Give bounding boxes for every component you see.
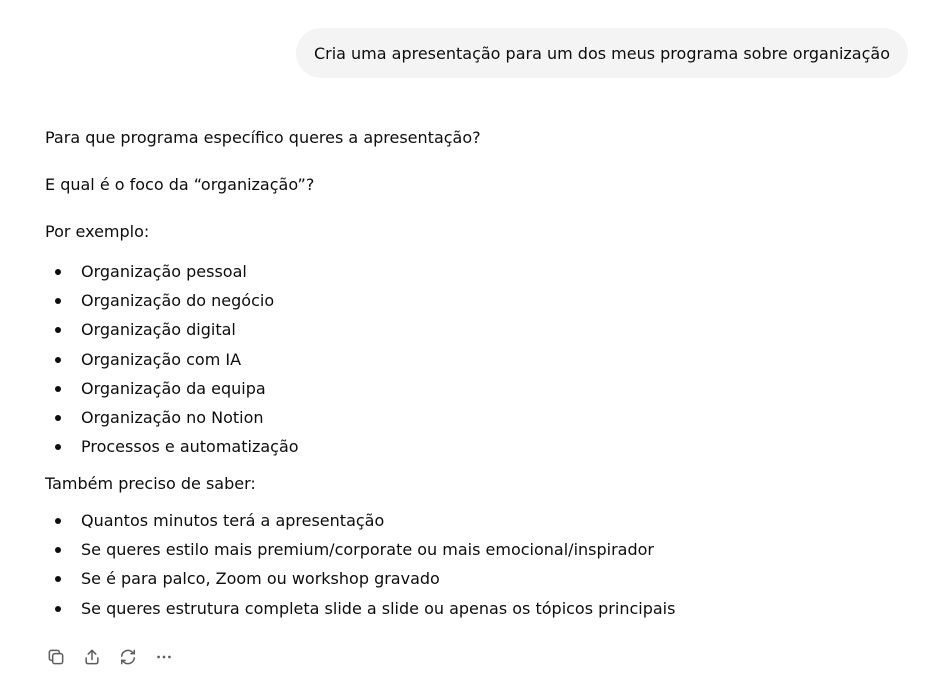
- list-item: Organização no Notion: [45, 403, 905, 432]
- regenerate-icon: [118, 647, 138, 667]
- list-item: Organização do negócio: [45, 286, 905, 315]
- share-button[interactable]: [80, 645, 104, 669]
- share-icon: [82, 647, 102, 667]
- list-item: Organização pessoal: [45, 257, 905, 286]
- more-icon: [154, 647, 174, 667]
- list-item: Organização com IA: [45, 345, 905, 374]
- list-item: Organização digital: [45, 316, 905, 345]
- needs-list: [45, 506, 905, 623]
- copy-button[interactable]: [44, 645, 68, 669]
- examples-intro: Por exemplo:: [45, 222, 150, 241]
- list-item: Processos e automatização: [45, 433, 905, 462]
- needs-intro: Também preciso de saber:: [45, 474, 256, 494]
- list-item: Se é para palco, Zoom ou workshop gravado: [45, 565, 905, 594]
- user-message-bubble: [296, 28, 908, 78]
- list-item: Organização da equipa: [45, 374, 905, 403]
- copy-icon: [46, 647, 66, 667]
- assistant-question-focus: E qual é o foco da “organização”?: [45, 175, 315, 194]
- assistant-message: [45, 126, 905, 623]
- message-actions: [44, 645, 176, 669]
- examples-list: [45, 257, 905, 462]
- assistant-question-program: Para que programa específico queres a apresentação?: [45, 128, 481, 147]
- regenerate-button[interactable]: [116, 645, 140, 669]
- more-options-button[interactable]: [152, 645, 176, 669]
- user-message-text: Cria uma apresentação para um dos meus programa sobre organização: [313, 43, 890, 63]
- list-item: Quantos minutos terá a apresentação: [45, 506, 905, 535]
- list-item: Se queres estrutura completa slide a slide ou apenas os tópicos principais: [45, 594, 905, 623]
- list-item: Se queres estilo mais premium/corporate ou mais emocional/inspirador: [45, 535, 905, 564]
